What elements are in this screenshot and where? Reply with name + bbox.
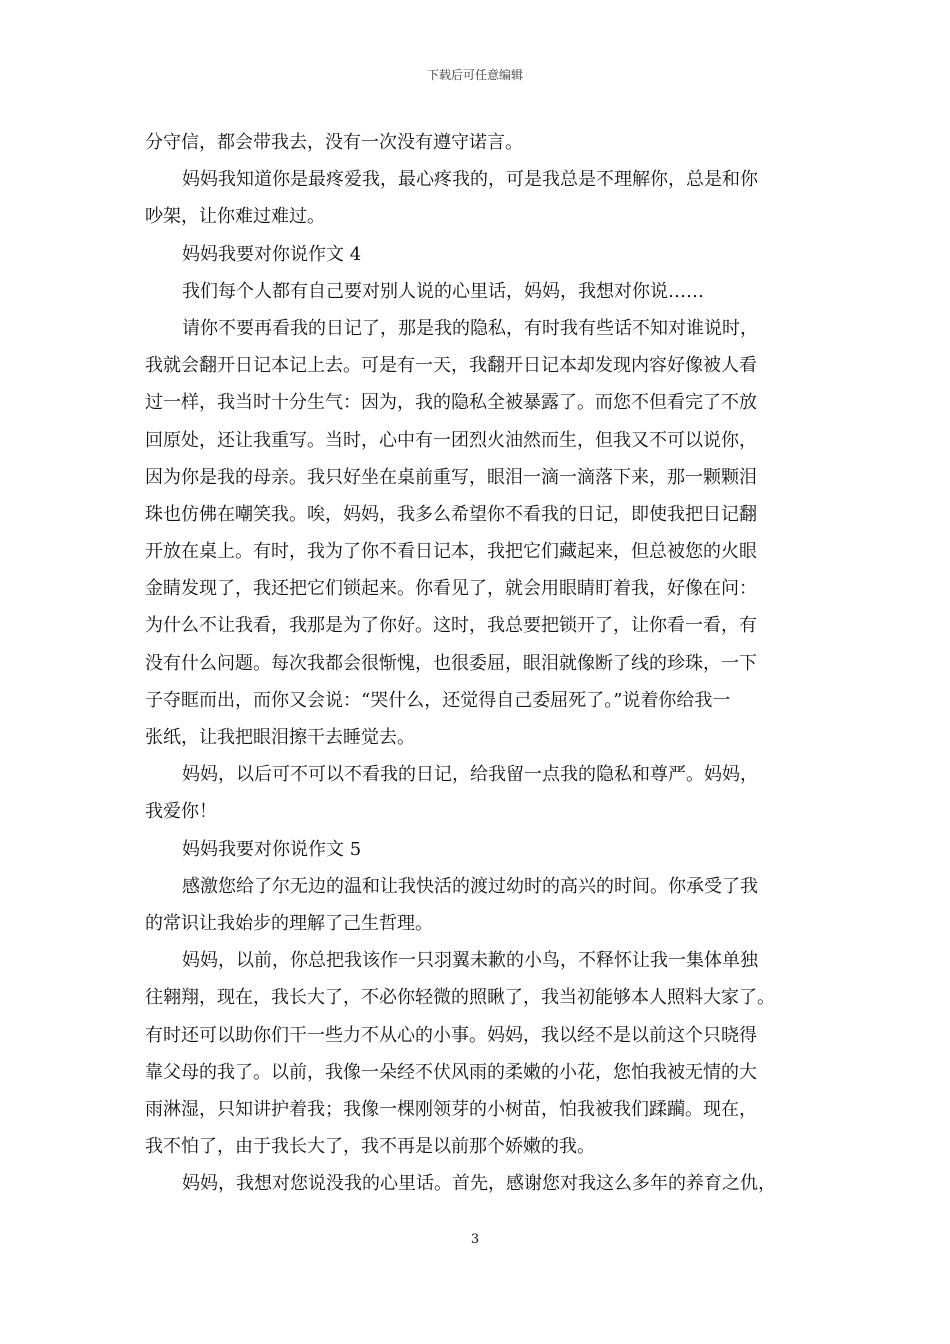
text-line: 回原处，还让我重写。当时，心中有一团烈火油然而生，但我又不可以说你，	[145, 429, 757, 451]
text-line: 分守信，都会带我去，没有一次没有遵守诺言。	[145, 132, 523, 153]
text-line: 过一样，我当时十分生气：因为，我的隐私全被暴露了。而您不但看完了不放	[145, 392, 757, 414]
text-line: 子夺眶而出，而你又会说：“哭什么，还觉得自己委屈死了。”说着你给我一	[145, 689, 731, 711]
text-line: 妈妈我要对你说作文 4	[182, 243, 362, 265]
text-line: 的常识让我始步的理解了己生哲理。	[145, 912, 433, 934]
body-text	[145, 124, 810, 1202]
text-line: 感激您给了尔无边的温和让我快活的渡过幼时的高兴的时间。你承受了我	[182, 875, 758, 897]
text-line: 我就会翻开日记本记上去。可是有一天，我翻开日记本却发现内容好像被人看	[145, 355, 757, 377]
text-line: 靠父母的我了。以前，我像一朵经不伏风雨的柔嫩的小花，您怕我被无情的大	[145, 1061, 757, 1083]
text-line: 妈妈我要对你说作文 5	[182, 838, 362, 860]
page-number: 3	[470, 1232, 480, 1247]
text-line: 金睛发现了，我还把它们锁起来。你看见了，就会用眼睛盯着我，好像在问：	[145, 578, 757, 600]
text-line: 开放在桌上。有时，我为了你不看日记本，我把它们藏起来，但总被您的火眼	[145, 541, 757, 563]
text-line: 妈妈，以前，你总把我该作一只羽翼未歉的小鸟，不释怀让我一集体单独	[182, 950, 758, 972]
text-line: 因为你是我的母亲。我只好坐在桌前重写，眼泪一滴一滴落下来，那一颗颗泪	[145, 466, 757, 488]
text-line: 珠也仿佛在嘲笑我。唉，妈妈，我多么希望你不看我的日记，即使我把日记翻	[145, 503, 757, 525]
text-line: 我不怕了，由于我长大了，我不再是以前那个娇嫩的我。	[145, 1136, 595, 1158]
page-header: 下载后可任意编辑	[426, 68, 523, 82]
text-line: 雨淋湿，只知讲护着我；我像一棵刚领芽的小树苗，怕我被我们蹂躏。现在，	[145, 1098, 757, 1120]
text-line: 往翱翔，现在，我长大了，不必你轻微的照瞅了，我当初能够本人照料大家了。	[145, 987, 775, 1009]
text-line: 有时还可以助你们干一些力不从心的小事。妈妈，我以经不是以前这个只晓得	[145, 1024, 757, 1046]
text-line: 我们每个人都有自己要对别人说的心里话，妈妈，我想对你说……	[182, 280, 704, 302]
text-line: 妈妈我知道你是最疼爱我，最心疼我的，可是我总是不理解你，总是和你	[182, 169, 758, 191]
text-line: 请你不要再看我的日记了，那是我的隐私，有时我有些话不知对谁说时，	[182, 317, 758, 339]
text-line: 妈妈，以后可不可以不看我的日记，给我留一点我的隐私和尊严。妈妈，	[182, 764, 758, 786]
text-line: 妈妈，我想对您说没我的心里话。首先，感谢您对我这么多年的养育之仇，	[182, 1173, 776, 1195]
text-line: 为什么不让我看，我那是为了你好。这时，我总要把锁开了，让你看一看，有	[145, 615, 757, 637]
text-line: 没有什么问题。每次我都会很惭愧，也很委屈，眼泪就像断了线的珍珠，一下	[145, 652, 757, 674]
text-line: 张纸，让我把眼泪擦干去睡觉去。	[145, 727, 415, 748]
text-line: 我爱你！	[145, 801, 217, 823]
text-line: 吵架，让你难过难过。	[145, 206, 325, 228]
